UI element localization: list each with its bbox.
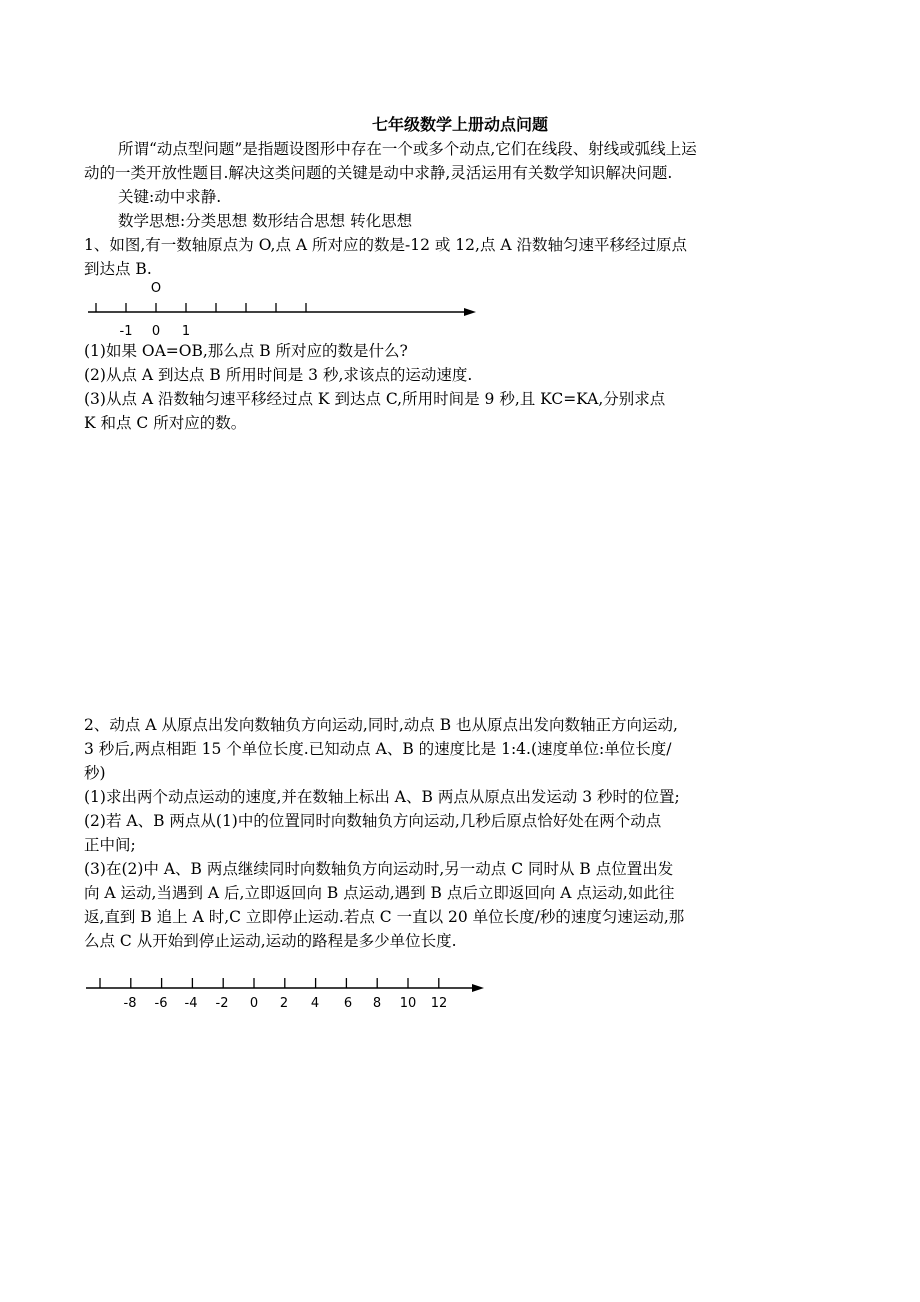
problem2-q3-line-2: 向 A 运动,当遇到 A 后,立即返回向 B 点运动,遇到 B 点后立即返回向 A 点运动,如此往 — [84, 884, 675, 902]
problem2-line-3: 秒) — [84, 764, 106, 782]
document-title: 七年级数学上册动点问题 — [371, 115, 548, 134]
problem2-line-2: 3 秒后,两点相距 15 个单位长度.已知动点 A、B 的速度比是 1:4.(速度单位:单位长度/ — [84, 740, 672, 758]
problem2-number-line — [84, 966, 494, 1016]
problem1-line-1: 1、如图,有一数轴原点为 O,点 A 所对应的数是-12 或 12,点 A 沿数轴匀速平移经过原点 — [84, 236, 688, 254]
problem2-q3-line-1: (3)在(2)中 A、B 两点继续同时向数轴负方向运动时,另一动点 C 同时从 B 点位置出发 — [84, 860, 674, 878]
tick-label: 1 — [181, 324, 191, 339]
problem2-q2-line-2: 正中间; — [84, 836, 136, 854]
intro-line-1: 所谓“动点型问题”是指题设图形中存在一个或多个动点,它们在线段、射线或弧线上运 — [118, 140, 697, 158]
problem2-q2-line-1: (2)若 A、B 两点从(1)中的位置同时向数轴负方向运动,几秒后原点恰好处在两个动点 — [84, 812, 662, 830]
tick-label: 8 — [372, 996, 382, 1011]
tick-label: 4 — [310, 996, 320, 1011]
tick-label: 2 — [279, 996, 289, 1011]
tick-label: 10 — [399, 996, 417, 1011]
tick-label: 0 — [151, 324, 161, 339]
problem2-line-1: 2、动点 A 从原点出发向数轴负方向运动,同时,动点 B 也从原点出发向数轴正方向运动, — [84, 716, 678, 734]
problem2-q1: (1)求出两个动点运动的速度,并在数轴上标出 A、B 两点从原点出发运动 3 秒时的位置; — [84, 788, 680, 806]
problem1-line-2: 到达点 B. — [84, 260, 152, 278]
problem1-q3-line-1: (3)从点 A 沿数轴匀速平移经过点 K 到达点 C,所用时间是 9 秒,且 KC=KA,分别求点 — [84, 390, 666, 408]
tick-label: 12 — [430, 996, 448, 1011]
intro-thinking: 数学思想:分类思想 数形结合思想 转化思想 — [118, 212, 413, 230]
axis-arrow — [464, 308, 476, 316]
tick-label: -6 — [154, 996, 168, 1011]
problem1-q2: (2)从点 A 到达点 B 所用时间是 3 秒,求该点的运动速度. — [84, 366, 473, 384]
tick-label: 0 — [249, 996, 259, 1011]
problem1-number-line — [84, 276, 484, 342]
tick-label: 6 — [343, 996, 353, 1011]
origin-label: O — [150, 281, 162, 296]
intro-key: 关键:动中求静. — [118, 188, 222, 206]
tick-label: -2 — [215, 996, 229, 1011]
problem2-q3-line-4: 么点 C 从开始到停止运动,运动的路程是多少单位长度. — [84, 932, 457, 950]
tick-label: -8 — [123, 996, 137, 1011]
tick-label: -4 — [184, 996, 198, 1011]
axis-arrow — [472, 984, 484, 992]
problem1-q3-line-2: K 和点 C 所对应的数。 — [84, 414, 247, 432]
problem1-q1: (1)如果 OA=OB,那么点 B 所对应的数是什么? — [84, 342, 408, 360]
intro-line-2: 动的一类开放性题目.解决这类问题的关键是动中求静,灵活运用有关数学知识解决问题. — [84, 164, 673, 182]
problem2-q3-line-3: 返,直到 B 追上 A 时,C 立即停止运动.若点 C 一直以 20 单位长度/秒的速度匀速运动,那 — [84, 908, 685, 926]
tick-label: -1 — [119, 324, 133, 339]
